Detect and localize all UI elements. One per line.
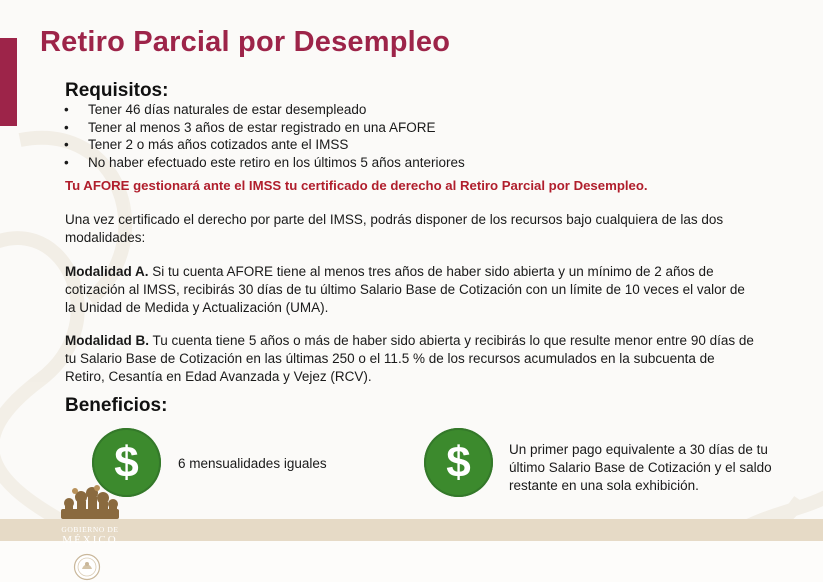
gobierno-de-mexico-wordmark	[54, 525, 126, 546]
page-title: Retiro Parcial por Desempleo	[40, 26, 451, 58]
requisito-text: No haber efectuado este retiro en los últimos 5 años anteriores	[88, 154, 465, 170]
modalidad-a-label: Modalidad A.	[65, 264, 149, 279]
bullet-icon: •	[64, 137, 69, 152]
beneficio-2-text: Un primer pago equivalente a 30 días de tu último Salario Base de Cotización y el saldo restante en una sola exhibición.	[509, 442, 772, 493]
logo-line-2: MÉXICO	[62, 534, 118, 546]
footer-lower	[0, 541, 823, 582]
afore-highlight-note: Tu AFORE gestionará ante el IMSS tu certificado de derecho al Retiro Parcial por Desempleo.	[65, 178, 648, 193]
requisito-text: Tener 46 días naturales de estar desempleado	[88, 102, 367, 117]
bullet-icon: •	[64, 102, 69, 117]
beneficio-1-text: 6 mensualidades iguales	[178, 456, 327, 471]
bullet-icon: •	[64, 154, 69, 170]
dollar-coin-icon	[424, 428, 493, 497]
requisito-text: Tener al menos 3 años de estar registrado en una AFORE	[88, 119, 436, 135]
logo-line-1: GOBIERNO DE	[61, 525, 119, 534]
modalidad-b-text: Tu cuenta tiene 5 años o más de haber sido abierta y recibirás lo que resulte menor entre 90 días de tu Salario Base de Cotización en las últimas 250 o el 11.5 % de los recursos acumulados en la subcuenta de Retiro, Cesantía en Edad Avanzada y Vejez (RCV).	[65, 333, 754, 384]
beneficios-heading: Beneficios:	[65, 395, 168, 416]
modalidad-a-paragraph	[65, 263, 755, 317]
modalidad-a-text: Si tu cuenta AFORE tiene al menos tres años de haber sido abierta y un mínimo de 2 años de cotización al IMSS, recibirás 30 días de tu último Salario Base de Cotización con un límite de 10 veces el valor de la Unidad de Medida y Actualización (UMA).	[65, 264, 745, 315]
bullet-icon: •	[64, 119, 69, 135]
list-item	[64, 101, 465, 119]
accent-bar	[0, 38, 17, 126]
list-item	[64, 154, 465, 172]
intro-paragraph: Una vez certificado el derecho por parte del IMSS, podrás disponer de los recursos bajo cualquiera de las dos modalidades:	[65, 212, 724, 245]
dollar-symbol: $	[114, 437, 139, 487]
requisitos-list	[64, 101, 465, 171]
modalidad-b-label: Modalidad B.	[65, 333, 149, 348]
dollar-symbol: $	[446, 437, 471, 487]
requisitos-heading: Requisitos:	[65, 80, 169, 101]
list-item	[64, 136, 465, 154]
eagle-seal-icon	[73, 553, 101, 581]
list-item	[64, 119, 465, 137]
modalidad-b-paragraph	[65, 332, 755, 386]
requisito-text: Tener 2 o más años cotizados ante el IMSS	[88, 137, 349, 152]
